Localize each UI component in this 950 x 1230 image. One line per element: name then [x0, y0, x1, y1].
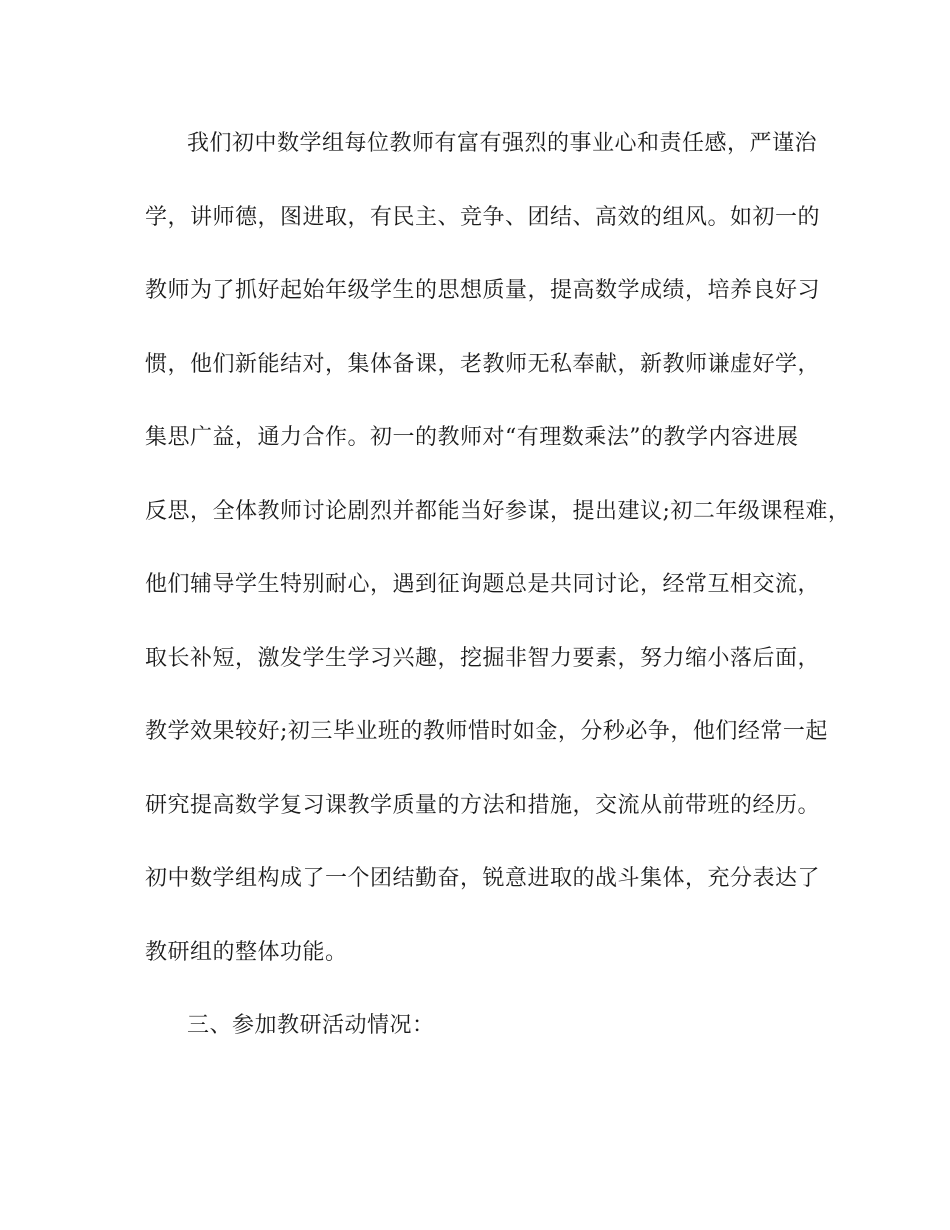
paragraph-line: 教研组的整体功能。	[145, 940, 348, 965]
paragraph-line: 惯，他们新能结对，集体备课，老教师无私奉献，新教师谦虚好学，	[145, 352, 821, 377]
paragraph-line: 教师为了抓好起始年级学生的思想质量，提高数学成绩，培养良好习	[145, 278, 821, 303]
paragraph-line: 教学效果较好;初三毕业班的教师惜时如金，分秒必争，他们经常一起	[145, 719, 828, 744]
paragraph-line: 我们初中数学组每位教师有富有强烈的事业心和责任感，严谨治	[187, 131, 818, 156]
paragraph-line: 他们辅导学生特别耐心，遇到征询题总是共同讨论，经常互相交流，	[145, 572, 821, 597]
paragraph-line: 取长补短，激发学生学习兴趣，挖掘非智力要素，努力缩小落后面，	[145, 646, 821, 671]
paragraph-line: 初中数学组构成了一个团结勤奋，锐意进取的战斗集体，充分表达了	[145, 866, 821, 891]
paragraph-line: 反思，全体教师讨论剧烈并都能当好参谋，提出建议;初二年级课程难，	[145, 499, 851, 524]
paragraph-line: 集思广益，通力合作。初一的教师对“有理数乘法”的教学内容进展	[145, 425, 799, 450]
section-heading: 三、参加教研活动情况：	[187, 1013, 435, 1038]
paragraph-line: 研究提高数学复习课教学质量的方法和措施，交流从前带班的经历。	[145, 793, 821, 818]
paragraph-line: 学，讲师德，图进取，有民主、竞争、团结、高效的组风。如初一的	[145, 205, 821, 230]
